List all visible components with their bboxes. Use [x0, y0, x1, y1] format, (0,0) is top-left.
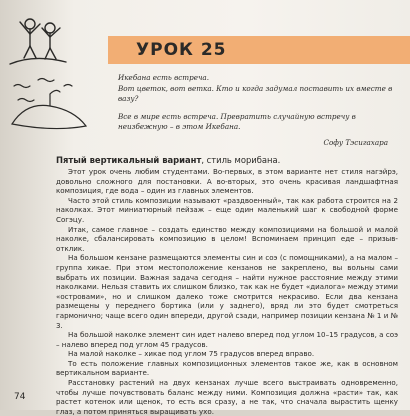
lead-paragraph	[56, 155, 398, 166]
body-paragraph: На малой наколке – хикае под углом 75 градусов вперед вправо.	[68, 349, 315, 359]
lead-rest: , стиль морибана.	[201, 155, 281, 165]
lesson-title: УРОК 25	[136, 40, 227, 60]
child-figure-illustration	[4, 14, 96, 134]
island-illustration	[12, 79, 86, 129]
body-text	[56, 155, 398, 416]
epigraph-line: Икебана есть встреча.	[118, 73, 210, 82]
body-paragraph: Этот урок очень любим студентами. Во-первых, в этом варианте нет стиля нагэйрэ, довольно сложного для постановки. А во-вторых, это очень красивая ландшафтная композиция, где вода – один из главных элементов.	[56, 167, 398, 196]
body-paragraph: На большой наколке элемент син идет налево вперед под углом 10–15 градусов, а соэ – налево вперед под углом 45 градусов.	[56, 330, 398, 349]
body-paragraph: То есть положение главных композиционных элементов такое же, как в основном вертикальном варианте.	[56, 358, 398, 378]
body-paragraph: На большом кензане размещаются элементы син и соэ (с помощниками), а на малом – группа хикае. При этом местоположение кензанов не закреплено, вы вольны сами выбрать их позиции. Важная задача сегодня – найти нужное расстояние между этими наколками. Нельзя ставить их слишком близко, так как не будет «диалога» между этими «островами», но и слишком далеко тоже смотрится некрасиво. Если два кензана размещены у переднего бортика (или у заднего), вряд ли это будет смотреться гармонично; чаще всего один впереди, другой сзади, например позиции кензана № 1 и № 3.	[56, 253, 398, 330]
epigraph-author: Софу Тэсигахара	[323, 138, 388, 147]
body-paragraph: Расстановку растений на двух кензанах лучше всего выстраивать одновременно, чтобы лучше почувствовать баланс между ними. Композиция должна «расти» так, как растет котенок или щенок, то есть вся сразу, а не так, что сначала вырастить щенку глаз, а потом приняться выращивать ухо.	[56, 378, 398, 416]
page-number: 74	[14, 392, 26, 402]
lead-bold: Пятый вертикальный вариант	[56, 155, 202, 165]
body-paragraph: Итак, самое главное – создать единство между композициями на большой и малой наколке, сбалансировать композицию в целом! Вспоминаем принцип еде – призыв-отклик.	[56, 224, 398, 253]
epigraph-line: Все в мире есть встреча. Превратить случайную встречу в неизбежную – в этом Икебана.	[118, 111, 356, 132]
epigraph-line: Вот цветок, вот ветка. Кто и когда задумал поставить их вместе в вазу?	[118, 83, 393, 104]
body-paragraph: Часто этой стиль композиции называют «раздвоенный», так как работа строится на 2 наколках. Этот миниатюрный пейзаж – еще один маленький шаг к свободной форме Согэцу.	[56, 195, 398, 224]
epigraph	[118, 73, 400, 133]
